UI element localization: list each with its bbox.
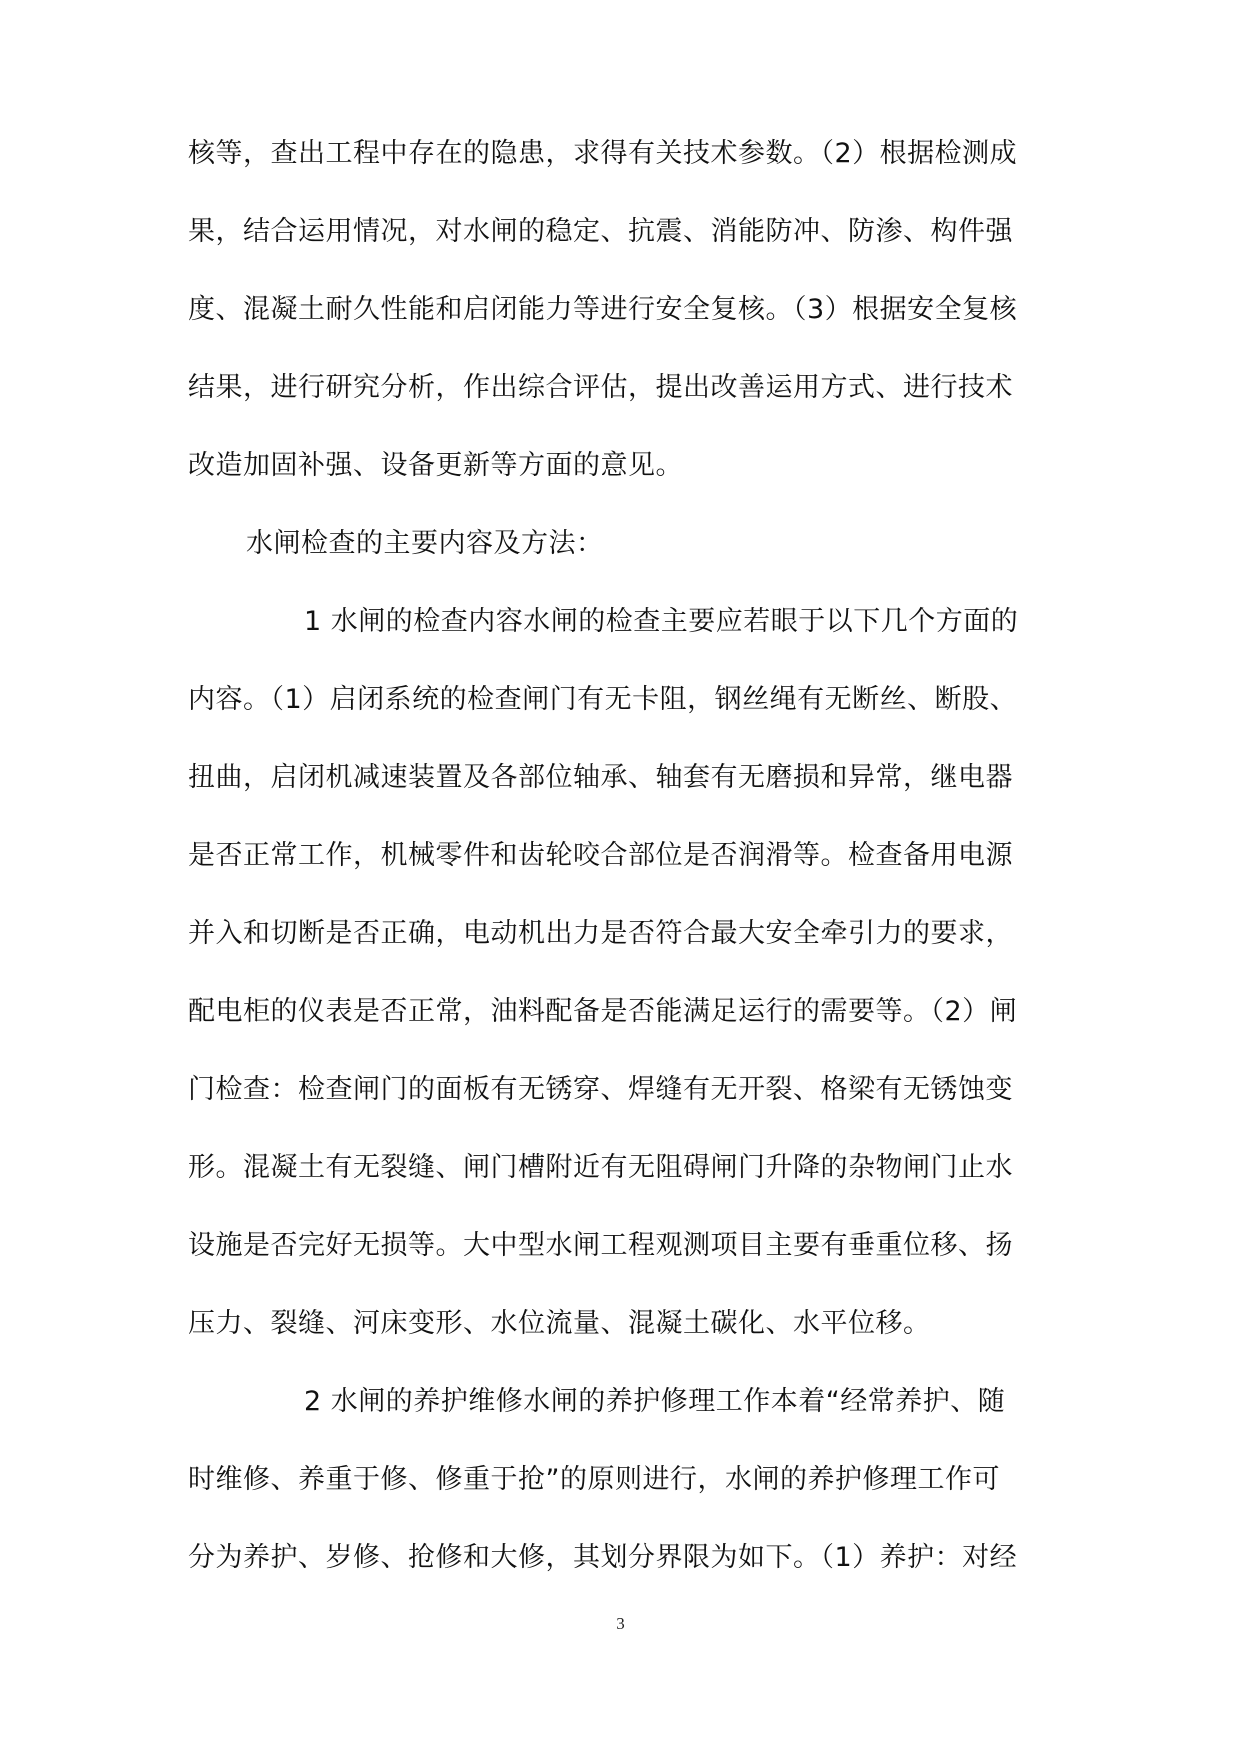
text-line: 设施是否完好无损等。大中型水闸工程观测项目主要有垂重位移、扬	[188, 1230, 1013, 1261]
text-line: 结果，进行研究分析，作出综合评估，提出改善运用方式、进行技术	[188, 372, 1013, 403]
text-line: 门检查：检查闸门的面板有无锈穿、焊缝有无开裂、格梁有无锈蚀变	[188, 1074, 1013, 1105]
text-line: 度、混凝土耐久性能和启闭能力等进行安全复核。（3）根据安全复核	[188, 294, 1018, 325]
text-line: 时维修、养重于修、修重于抢”的原则进行，水闸的养护修理工作可	[188, 1464, 1000, 1495]
section-heading: 水闸检查的主要内容及方法：	[246, 528, 604, 559]
text-line: 核等，查出工程中存在的隐患，求得有关技术参数。（2）根据检测成	[188, 138, 1018, 169]
text-line: 果，结合运用情况，对水闸的稳定、抗震、消能防冲、防渗、构件强	[188, 216, 1013, 247]
text-line: 改造加固补强、设备更新等方面的意见。	[188, 450, 683, 481]
paragraph-maintenance	[188, 1363, 1068, 1597]
text-line: 是否正常工作，机械零件和齿轮咬合部位是否润滑等。检查备用电源	[188, 840, 1013, 871]
text-line: 2 水闸的养护维修水闸的养护修理工作本着“经常养护、随	[304, 1386, 1006, 1417]
text-line: 内容。（1）启闭系统的检查闸门有无卡阻，钢丝绳有无断丝、断股、	[188, 684, 1018, 715]
text-line: 配电柜的仪表是否正常，油料配备是否能满足运行的需要等。（2）闸	[188, 996, 1018, 1027]
text-line: 分为养护、岁修、抢修和大修，其划分界限为如下。（1）养护：对经	[188, 1542, 1018, 1573]
text-line: 压力、裂缝、河床变形、水位流量、混凝土碳化、水平位移。	[188, 1308, 931, 1339]
page-number: 3	[616, 1614, 625, 1633]
paragraph-inspection-content	[188, 583, 1068, 1363]
text-line: 1 水闸的检查内容水闸的检查主要应若眼于以下几个方面的	[304, 606, 1019, 637]
paragraph-safety-review-continued	[188, 115, 1068, 505]
paragraph-inspection-heading	[188, 505, 1068, 583]
text-line: 扭曲，启闭机减速装置及各部位轴承、轴套有无磨损和异常，继电器	[188, 762, 1013, 793]
text-line: 形。混凝土有无裂缝、闸门槽附近有无阻碍闸门升降的杂物闸门止水	[188, 1152, 1013, 1183]
text-line: 并入和切断是否正确，电动机出力是否符合最大安全牵引力的要求，	[188, 918, 1013, 949]
